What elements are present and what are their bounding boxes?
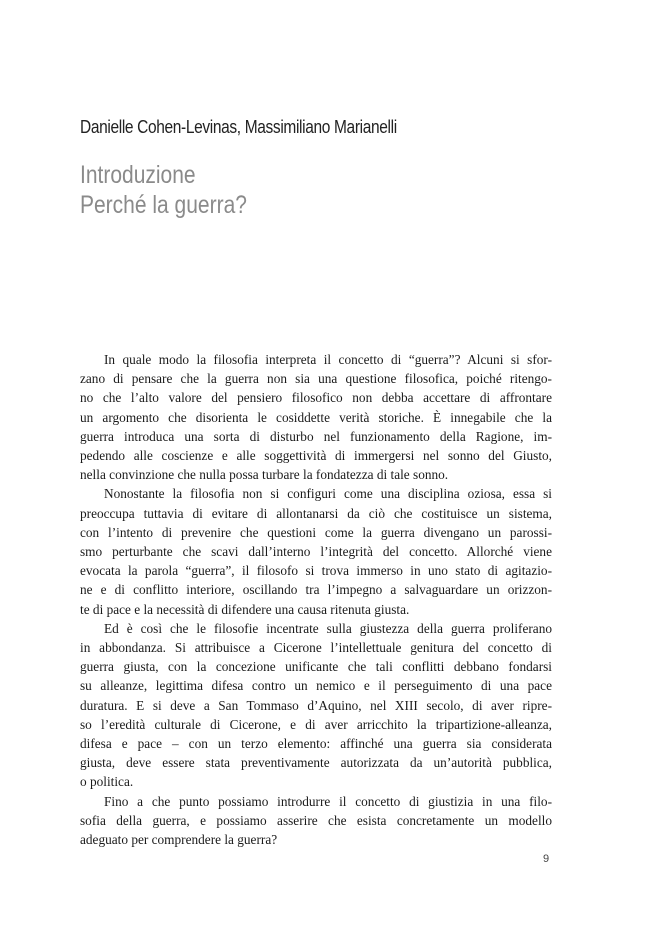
text-line: so l’eredità culturale di Cicerone, e di aver arricchito la tripartizione-alleanza,	[80, 716, 552, 732]
text-line: Fino a che punto possiamo introdurre il concetto di giustizia in una filo-	[104, 793, 552, 809]
chapter-title	[80, 160, 247, 220]
text-line: giusta, deve essere stata preventivamente autorizzata da un’autorità pubblica,	[80, 755, 552, 771]
text-line: sofia della guerra, e possiamo asserire che esista concretamente un modello	[80, 812, 552, 828]
paragraph	[80, 484, 552, 618]
text-line: In quale modo la filosofia interpreta il concetto di “guerra”? Alcuni si sfor-	[104, 352, 552, 367]
text-line: zano di pensare che la guerra non sia una questione filosofica, poiché ritengo-	[80, 371, 552, 387]
chapter-title-line-1: Introduzione	[80, 161, 196, 189]
text-line: difesa e pace – con un terzo elemento: affinché una guerra sia considerata	[80, 736, 552, 752]
text-line: Ed è così che le filosofie incentrate sulla giustezza della guerra proliferano	[104, 620, 552, 636]
paragraph	[80, 792, 552, 850]
text-line: duratura. E si deve a San Tommaso d’Aquino, nel XIII secolo, di aver ripre-	[80, 697, 552, 713]
text-line: in abbondanza. Si attribuisce a Cicerone l’intellettuale genitura del concetto di	[80, 640, 552, 656]
text-line: adeguato per comprendere la guerra?	[80, 832, 278, 848]
text-line: preoccupa tuttavia di evitare di allontanarsi da ciò che costituisce un sistema,	[80, 505, 552, 521]
text-line: Nonostante la filosofia non si configuri come una disciplina oziosa, essa si	[104, 486, 552, 502]
text-line: guerra introduca una sorta di disturbo nel funzionamento della Ragione, im-	[80, 428, 552, 444]
chapter-authors: Danielle Cohen-Levinas, Massimiliano Marianelli	[80, 117, 397, 137]
paragraph	[80, 350, 552, 484]
text-line: ne e di conflitto interiore, oscillando tra l’impegno a salvaguardare un orizzon-	[80, 582, 552, 598]
text-line: con l’intento di prevenire che questioni come la guerra divengano un parossi-	[80, 524, 552, 540]
text-line: un argomento che disorienta le cosiddette verità storiche. È innegabile che la	[80, 409, 552, 425]
page-number: 9	[543, 853, 550, 865]
chapter-title-line-2: Perché la guerra?	[80, 191, 247, 219]
text-line: no che l’alto valore del pensiero filosofico non debba accettare di affrontare	[80, 390, 552, 406]
text-line: o politica.	[80, 774, 134, 790]
text-line: smo perturbante che scavi dall’interno l’integrità del concetto. Allorché viene	[80, 544, 552, 560]
paragraph	[80, 619, 552, 792]
text-line: te di pace e la necessità di difendere una causa ritenuta giusta.	[80, 601, 410, 617]
text-line: nella convinzione che nulla possa turbare la fondatezza di tale sonno.	[80, 467, 449, 483]
text-line: guerra giusta, con la concezione unificante che tali conflitti debbano fondarsi	[80, 659, 552, 675]
body-text	[80, 350, 552, 849]
text-line: evocata la parola “guerra”, il filosofo si trova immerso in uno stato di agitazio-	[80, 563, 552, 579]
text-line: pedendo alle coscienze e alle soggettività di immergersi nel sonno del Giusto,	[80, 448, 552, 464]
text-line: su alleanze, legittima difesa contro un nemico e il perseguimento di una pace	[80, 678, 552, 694]
